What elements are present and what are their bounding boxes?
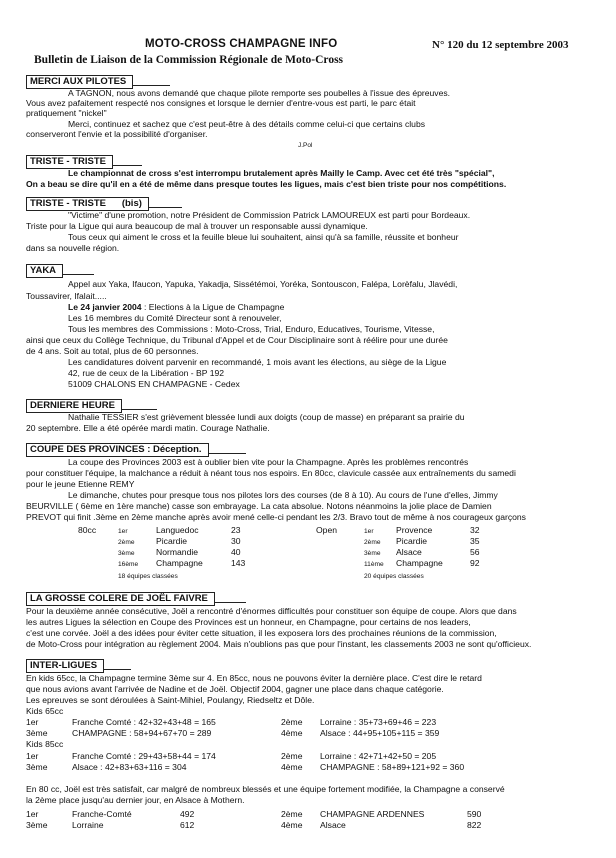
kids65-score-1: Franche Comté : 42+32+43+48 = 165 [72, 717, 216, 727]
section-heading-yaka: YAKA [26, 264, 63, 278]
score-80-4: 143 [231, 558, 246, 568]
kids65-rank-2: 2ème [281, 717, 303, 727]
rank-open-3: 3ème [364, 550, 381, 557]
triste-line-1: Le championnat de cross s'est interrompu brutalement après Mailly le Camp. Avec cet été très "spécial", [68, 168, 495, 178]
yaka-line-7: Les candidatures doivent parvenir en recommandé, 1 mois avant les élections, au siège de la Ligue [68, 357, 447, 367]
coupe-line-6: PREVOT qui finit .3ème en 2ème manche après avoir mené celle-ci pendant les 2/3. Bravo tout de même à nos courageux garçons [26, 512, 526, 522]
class-open-label: Open [316, 525, 338, 535]
yaka-line-2: Toussavirer, Ifalait..... [26, 291, 107, 301]
kids85-label: Kids 85cc [26, 739, 64, 749]
yaka-line-8: 42, rue de ceux de la Libération - BP 192 [68, 368, 225, 378]
inter80-value-3: 612 [180, 820, 195, 830]
coupe-line-4: Le dimanche, chutes pour presque tous nos pilotes lors des courses (de 8 à 10). Au cours de l'une d'elles, Jimmy [68, 490, 498, 500]
colere-line-3: c'est une corvée. Joël a des idées pour éviter cette situation, il les exposera lors des prochaines réunions de la commission, [26, 628, 497, 638]
team-open-4: Champagne [396, 558, 443, 568]
score-open-4: 92 [470, 558, 480, 568]
score-80-1: 23 [231, 525, 241, 535]
section-heading-triste: TRISTE - TRISTE [26, 155, 113, 169]
triste-bis-line-4: dans sa nouvelle région. [26, 243, 120, 253]
score-open-3: 56 [470, 547, 480, 557]
kids85-rank-2: 2ème [281, 751, 303, 761]
triste-line-2: On a beau se dire qu'il en a été de même dans presque toutes les ligues, mais c'est bien triste pour nos compétitions. [26, 179, 507, 189]
merci-line-5: conserveront l'envie et la possibilité d'organiser. [26, 129, 208, 139]
score-80-3: 40 [231, 547, 241, 557]
rank-open-4: 11ème [364, 561, 384, 568]
colere-line-2: les autres Ligues la sélection en Coupe des Provinces est un honneur, en Champagne, pour certains de nos leaders, [26, 617, 471, 627]
yaka-line-5: ainsi que ceux du Collège Technique, du Tribunal d'Appel et de Cour Disciplinaire sont à réélire pour une durée [26, 335, 448, 345]
kids85-score-2: Lorraine : 42+71+42+50 = 205 [320, 751, 437, 761]
inter-line-3: Les epreuves se sont déroulées à Saint-Mihiel, Poulangy, Riedseltz et Dôle. [26, 695, 315, 705]
colere-line-1: Pour la deuxième année consécutive, Joël a rencontré d'énormes difficultés pour constituer son équipe de coupe. Alors que dans [26, 606, 517, 616]
yaka-line-6: de 4 ans. Soit au total, plus de 60 personnes. [26, 346, 199, 356]
rank-80-1: 1er [118, 528, 128, 535]
inter80-value-1: 492 [180, 809, 195, 819]
election-text: : Elections à la Ligue de Champagne [141, 302, 285, 312]
coupe-line-3: pour le jeune Etienne REMY [26, 479, 135, 489]
kids85-rank-1: 1er [26, 751, 39, 761]
merci-line-2: Vous avez pafaitement respecté nos consignes et lorsque le dernier d'entre-vous est parti, le parc était [26, 98, 416, 108]
inter-line-2: que nous avions avant l'arrivée de Nadine et de Joël. Objectif 2004, gagner une place dans chaque catégorie. [26, 684, 444, 694]
inter80-team-1: Franche-Comté [72, 809, 132, 819]
kids65-score-3: CHAMPAGNE : 58+94+67+70 = 289 [72, 728, 212, 738]
section-heading-coupe: COUPE DES PROVINCES : Déception. [26, 443, 209, 457]
kids65-rank-1: 1er [26, 717, 39, 727]
kids85-score-1: Franche Comté : 29+43+58+44 = 174 [72, 751, 216, 761]
inter80-team-3: Lorraine [72, 820, 104, 830]
rank-open-2: 2ème [364, 539, 381, 546]
newsletter-subtitle: Bulletin de Liaison de la Commission Régionale de Moto-Cross [34, 54, 344, 66]
kids85-rank-3: 3ème [26, 762, 48, 772]
team-80-4: Champagne [156, 558, 203, 568]
kids85-score-3: Alsace : 42+83+63+116 = 304 [72, 762, 187, 772]
inter80-team-2: CHAMPAGNE ARDENNES [320, 809, 425, 819]
team-80-2: Picardie [156, 536, 188, 546]
score-open-1: 32 [470, 525, 480, 535]
team-open-3: Alsace [396, 547, 422, 557]
yaka-election [68, 302, 284, 313]
newsletter-title: MOTO-CROSS CHAMPAGNE INFO [145, 38, 338, 50]
inter80-rank-3: 3ème [26, 820, 48, 830]
derniere-line-2: 20 septembre. Elle a été opérée mardi matin. Courage Nathalie. [26, 423, 270, 433]
note-80: 18 équipes classées [118, 573, 178, 580]
section-heading-merci: MERCI AUX PILOTES [26, 75, 133, 89]
inter80-value-4: 822 [467, 820, 482, 830]
section-heading-derniere: DERNIERE HEURE [26, 399, 122, 413]
section-heading-inter: INTER-LIGUES [26, 659, 104, 673]
merci-line-3: pratiquement "nickel" [26, 108, 107, 118]
coupe-line-1: La coupe des Provinces 2003 est à oublier bien vite pour la Champagne. Après les problèmes rencontrés [68, 457, 469, 467]
election-date: Le 24 janvier 2004 [68, 302, 142, 312]
inter80-value-2: 590 [467, 809, 482, 819]
team-open-1: Provence [396, 525, 433, 535]
team-80-1: Languedoc [156, 525, 199, 535]
team-open-2: Picardie [396, 536, 428, 546]
inter80-line-1: En 80 cc, Joël est très satisfait, car malgré de nombreux blessés et une équipe fortement modifiée, la Champagne a conservé [26, 784, 505, 794]
derniere-line-1: Nathalie TESSIER s'est grièvement blessée lundi aux doigts (coup de masse) en préparant sa prairie du [68, 412, 465, 422]
kids85-rank-4: 4ème [281, 762, 303, 772]
rank-80-3: 3ème [118, 550, 135, 557]
rank-open-1: 1er [364, 528, 374, 535]
yaka-line-1: Appel aux Yaka, Ifaucon, Yapuka, Yakadja, Sissétémoi, Yoréka, Sontouscon, Falépa, Lorèfalu, Jlavédi, [68, 279, 458, 289]
merci-line-1: A TAGNON, nous avons demandé que chaque pilote remporte ses poubelles à l'issue des épreuves. [68, 88, 451, 98]
yaka-line-3: Les 16 membres du Comité Directeur sont à renouveler, [68, 313, 282, 323]
rank-80-4: 16ème [118, 561, 139, 568]
score-open-2: 35 [470, 536, 480, 546]
kids85-score-4: CHAMPAGNE : 58+89+121+92 = 360 [320, 762, 465, 772]
kids65-rank-3: 3ème [26, 728, 48, 738]
coupe-line-5: BEURVILLE ( 6ème en 1ère manche) casse son embrayage. La cata absolue. Notons néanmoins la jolie place de Damien [26, 501, 492, 511]
inter80-team-4: Alsace [320, 820, 346, 830]
colere-line-4: de Moto-Cross pour intégration au règlement 2004. Mais n'oublions pas que pour l'instant, les classements 2003 ne sont qu'officieux. [26, 639, 532, 649]
inter80-line-2: la 2ème place jusqu'au dernier jour, en Alsace à Mothern. [26, 795, 245, 805]
kids65-rank-4: 4ème [281, 728, 303, 738]
note-open: 20 équipes classées [364, 573, 424, 580]
section-heading-triste-bis: TRISTE - TRISTE (bis) [26, 197, 149, 211]
yaka-line-9: 51009 CHALONS EN CHAMPAGNE - Cedex [68, 379, 240, 389]
kids65-score-4: Alsace : 44+95+105+115 = 359 [320, 728, 440, 738]
inter80-rank-4: 4ème [281, 820, 303, 830]
rank-80-2: 2ème [118, 539, 135, 546]
inter-line-1: En kids 65cc, la Champagne termine 3ème sur 4. En 85cc, nous ne pouvons éviter la dernière place. C'est dire le retard [26, 673, 482, 683]
merci-line-4: Merci, continuez et sachez que c'est peut-être à des détails comme celui-ci que certains clubs [68, 119, 426, 129]
signature: J.Pol [298, 142, 313, 149]
class-80cc-label: 80cc [78, 525, 97, 535]
coupe-line-2: pour constituer l'équipe, la malchance a réduit à néant tous nos espoirs. En 80cc, clavicule cassée aux entraînements du samedi [26, 468, 516, 478]
yaka-line-4: Tous les membres des Commissions : Moto-Cross, Trial, Enduro, Educatives, Tourisme, Vitesse, [68, 324, 435, 334]
triste-bis-line-2: Triste pour la Ligue qui aura beaucoup de mal à trouver un responsable aussi dynamique. [26, 221, 368, 231]
triste-bis-line-3: Tous ceux qui aiment le cross et la feuille bleue lui souhaitent, ainsi qu'à sa famille, réussite et bonheur [68, 232, 459, 242]
inter80-rank-2: 2ème [281, 809, 303, 819]
kids65-score-2: Lorraine : 35+73+69+46 = 223 [320, 717, 437, 727]
team-80-3: Normandie [156, 547, 199, 557]
triste-bis-line-1: "Victime" d'une promotion, notre Président de Commission Patrick LAMOUREUX est parti pour Bordeaux. [68, 210, 471, 220]
score-80-2: 30 [231, 536, 241, 546]
inter80-rank-1: 1er [26, 809, 39, 819]
issue-number: N° 120 du 12 septembre 2003 [432, 39, 569, 51]
section-heading-colere: LA GROSSE COLERE DE JOËL FAIVRE [26, 592, 215, 606]
kids65-label: Kids 65cc [26, 706, 64, 716]
